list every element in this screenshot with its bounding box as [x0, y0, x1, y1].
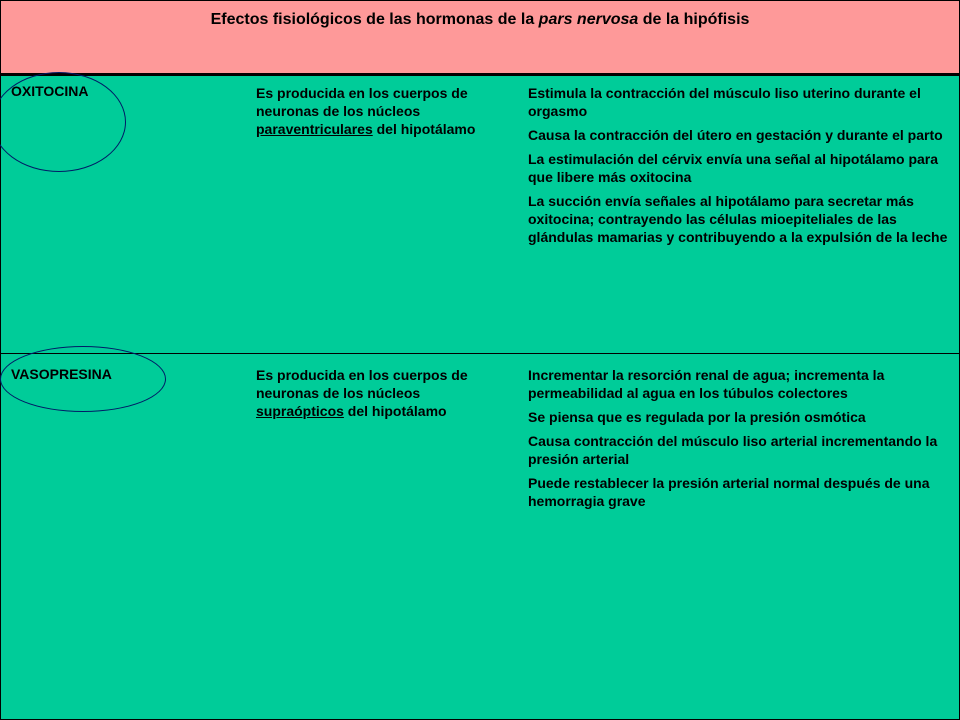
effects-cell-oxitocina	[528, 84, 953, 252]
effect-item: La estimulación del cérvix envía una señal al hipotálamo para que libere más oxitocina	[528, 151, 939, 185]
effect-item: Estimula la contracción del músculo liso uterino durante el orgasmo	[528, 85, 921, 119]
effect-item: Incrementar la resorción renal de agua; incrementa la permeabilidad al agua en los túbulos colectores	[528, 367, 885, 401]
table-title: Efectos fisiológicos de las hormonas de la pars nervosa de la hipófisis	[210, 11, 750, 28]
nucleus-name-supraopticos: supraópticos	[256, 403, 344, 419]
effect-item: Puede restablecer la presión arterial normal después de una hemorragia grave	[528, 475, 930, 509]
table-row-vasopresina	[0, 354, 960, 720]
hormone-name-vasopresina: VASOPRESINA	[11, 366, 112, 382]
effect-item: Causa contracción del músculo liso arterial incrementando la presión arterial	[528, 433, 938, 467]
nucleus-name-paraventriculares: paraventriculares	[256, 121, 373, 137]
table-header	[0, 0, 960, 76]
effects-cell-vasopresina	[528, 366, 953, 516]
origin-cell-oxitocina: Es producida en los cuerpos de neuronas de los núcleos paraventriculares del hipotálamo	[256, 85, 476, 137]
effect-item: La succión envía señales al hipotálamo para secretar más oxitocina; contrayendo las células mioepiteliales de las glándulas mamarias y contribuyendo a la expulsión de la leche	[528, 193, 948, 245]
hormone-name-oxitocina: OXITOCINA	[11, 83, 89, 99]
effect-item: Causa la contracción del útero en gestación y durante el parto	[528, 127, 943, 143]
table-row-oxitocina	[0, 76, 960, 354]
effect-item: Se piensa que es regulada por la presión osmótica	[528, 409, 866, 425]
origin-cell-vasopresina: Es producida en los cuerpos de neuronas de los núcleos supraópticos del hipotálamo	[256, 367, 468, 419]
